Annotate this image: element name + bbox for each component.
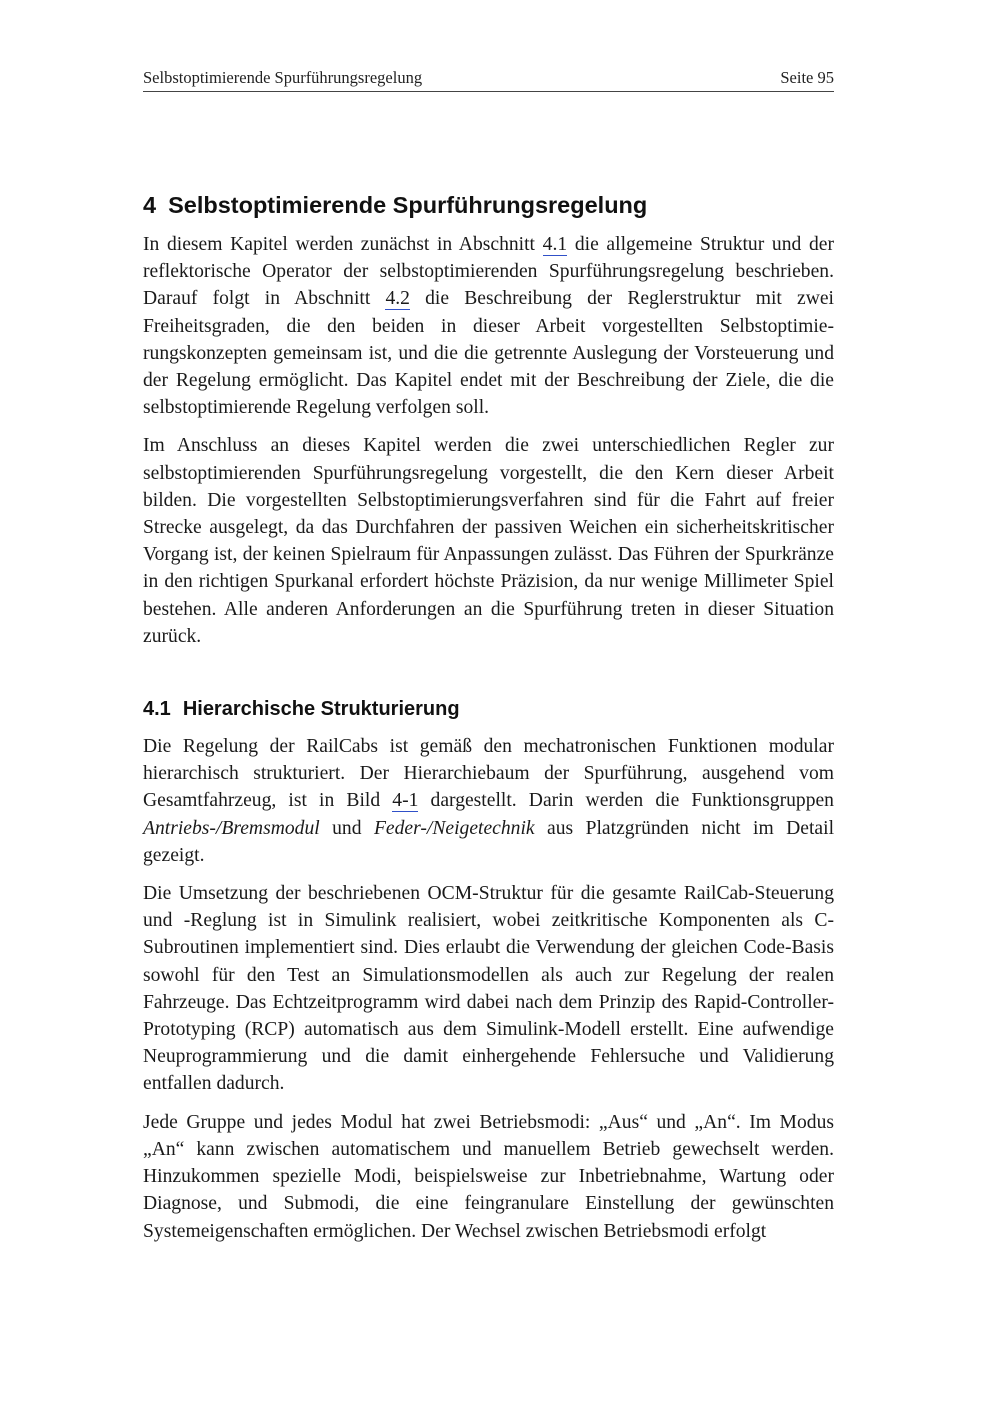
figure-ref-4-1-link[interactable]: 4-1: [392, 790, 419, 812]
page-number: Seite 95: [780, 68, 834, 87]
text-run: die allgemeine Struktur und der reflektorische Operator der selbstoptimierenden Spurführungsregelung beschrieben. Darauf folgt in Abschnitt: [143, 234, 834, 310]
section-ref-4-2-link[interactable]: 4.2: [385, 288, 410, 310]
main-content: [143, 188, 834, 1256]
text-run: In diesem Kapitel werden zunächst in Abschnitt: [143, 234, 543, 255]
section-number: 4.1: [143, 698, 171, 721]
section-paragraph-1: [143, 733, 834, 869]
running-header: [143, 66, 834, 92]
chapter-title: Selbstoptimierende Spurführungsregelung: [168, 192, 648, 218]
chapter-heading: [143, 188, 834, 222]
section-ref-4-1-link[interactable]: 4.1: [542, 234, 568, 255]
section-heading: [143, 694, 834, 724]
section-title: Hierarchische Strukturierung: [182, 698, 460, 721]
chapter-number: 4: [143, 192, 157, 218]
section-paragraph-2: Die Umsetzung der beschriebenen OCM-Struktur für die gesamte RailCab-Steuerung und -Reglung ist in Simulink realisiert, wobei zeitkritische Komponenten als C-Subroutinen implementiert sind. Dies erlaubt die Verwendung der gleichen Code-Basis sowohl für den Test an Simulationsmodellen als auch zur Regelung der realen Fahrzeuge. Das Echtzeitprogramm wird dabei nach dem Prinzip des Rapid-Controller-Prototyping (RCP) automatisch aus dem Simulink-Modell erstellt. Eine aufwendige Neuprogrammierung und die damit einhergehende Fehlersuche und Validierung entfallen dadurch.: [143, 883, 834, 1095]
text-run: dargestellt. Darin werden die Funktionsgruppen: [418, 790, 834, 812]
running-title: Selbstoptimierende Spurführungsregelung: [143, 68, 423, 87]
emphasis-term: Antriebs-/Bremsmodul: [143, 817, 320, 839]
text-run: die Beschreibung der Reglerstruktur mit zwei Freiheitsgraden, die den beiden in dieser Arbeit vorgestellten Selbstoptimierungskonzepten gemeinsam ist, und die die getrennte Auslegung der Vorsteuerung und der Regelung ermöglicht. Das Kapitel endet mit der Beschreibung der Ziele, die die selbstoptimierende Regelung verfolgen soll.: [143, 288, 834, 419]
text-run: Die Regelung der RailCabs ist gemäß den mechatronischen Funktionen modular hierarchisch strukturiert. Der Hierarchiebaum der Spurführung, ausgehend vom Gesamtfahrzeug, ist in Bild: [143, 736, 834, 812]
chapter-paragraph-1: [143, 231, 834, 421]
emphasis-term: Feder-/Neigetechnik: [373, 817, 535, 839]
text-run: aus Platzgründen nicht im Detail gezeigt.: [143, 817, 835, 866]
text-run: und: [319, 817, 374, 839]
section-paragraph-3: Jede Gruppe und jedes Modul hat zwei Betriebsmodi: „Aus“ und „An“. Im Modus „An“ kann zwischen automatischem und manuellem Betrieb gewechselt werden. Hinzukommen spezielle Modi, beispielsweise zur Inbetriebnahme, Wartung oder Diagnose, und Submodi, die eine feingranulare Einstellung der gewünschten Systemeigenschaften ermöglichen. Der Wechsel zwischen Betriebsmodi erfolgt: [143, 1111, 834, 1242]
chapter-paragraph-2: Im Anschluss an dieses Kapitel werden die zwei unterschiedlichen Regler zur selbstoptimierenden Spurführungsregelung vorgestellt, die den Kern dieser Arbeit bilden. Die vorgestellten Selbstoptimierungsverfahren sind für die Fahrt auf freier Strecke ausgelegt, da das Durchfahren der passiven Weichen ein sicherheitskritischer Vorgang ist, der keinen Spielraum für Anpassungen zulässt. Das Führen der Spurkränze in den richtigen Spurkanal erfordert höchste Präzision, da nur wenige Millimeter Spiel bestehen. Alle anderen Anforderungen an die Spurführung treten in dieser Situation zurück.: [143, 435, 834, 647]
